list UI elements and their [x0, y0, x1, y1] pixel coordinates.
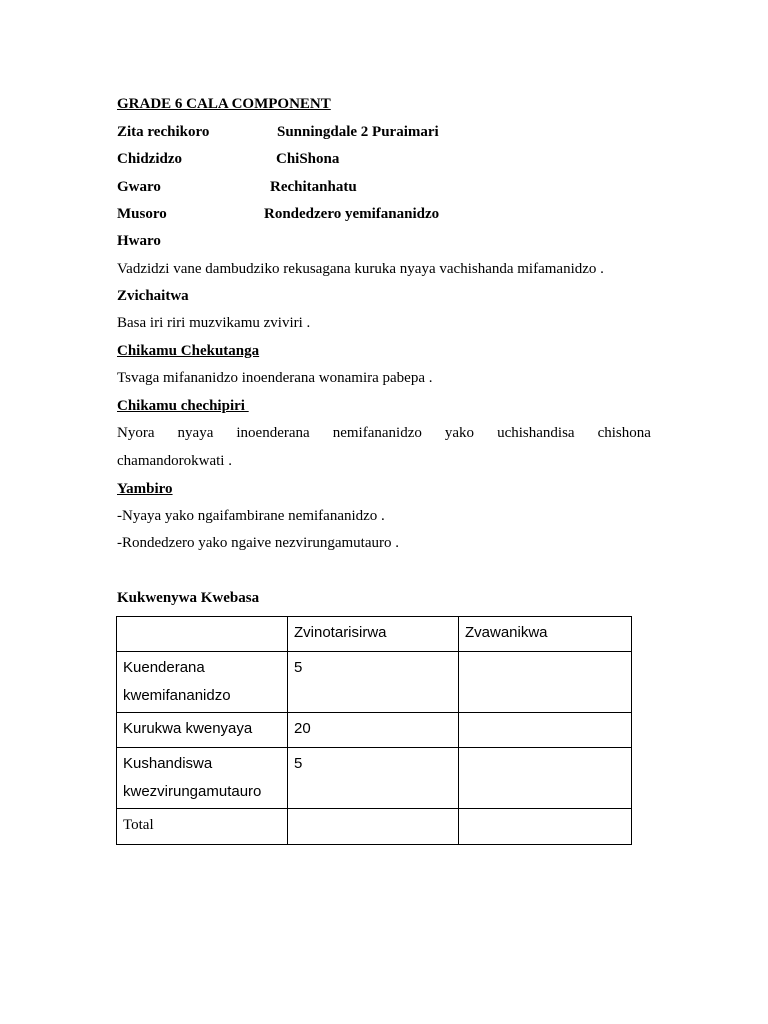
table-header-cell: Zvinotarisirwa: [288, 617, 459, 652]
table-expected-cell: 5: [288, 748, 459, 809]
field-label-grade: Gwaro: [117, 179, 161, 195]
chikamu2-text-line1: [117, 424, 651, 442]
table-header-row: [117, 617, 632, 652]
yambiro-line-2: -Rondedzero yako ngaive nezvirungamutauro .: [117, 535, 399, 551]
marking-table: [116, 616, 632, 845]
chikamu2-word: uchishandisa: [497, 425, 575, 441]
field-label-topic: Musoro: [117, 206, 167, 222]
chikamu2-heading: Chikamu chechipiri: [117, 398, 249, 414]
chikamu2-word: yako: [444, 425, 475, 441]
chikamu1-heading: Chikamu Chekutanga: [117, 343, 260, 359]
table-got-cell: [459, 652, 632, 713]
table-label-line: kwezvirungamutauro: [123, 783, 262, 800]
hwaro-heading: Hwaro: [117, 233, 161, 249]
field-value-topic: Rondedzero yemifananidzo: [264, 206, 440, 222]
chikamu2-word: nyaya: [177, 425, 214, 441]
table-header-cell: Zvawanikwa: [459, 617, 632, 652]
hwaro-text: Vadzidzi vane dambudziko rekusagana kuruka nyaya vachishanda mifamanidzo .: [117, 261, 604, 277]
table-row-label: [117, 748, 288, 809]
field-value-grade: Rechitanhatu: [270, 179, 357, 195]
chikamu2-word: inoenderana: [236, 425, 310, 441]
table-expected-cell: 20: [288, 713, 459, 748]
table-got-cell: [459, 713, 632, 748]
table-row-label: [117, 809, 288, 845]
table-heading: Kukwenywa Kwebasa: [117, 590, 260, 606]
table-label-line: Kushandiswa: [123, 755, 213, 772]
table-row: [117, 809, 632, 845]
table-label-line: Kurukwa kwenyaya: [123, 720, 253, 737]
table-expected-cell: 5: [288, 652, 459, 713]
table-row: [117, 748, 632, 809]
chikamu1-text: Tsvaga mifananidzo inoenderana wonamira pabepa .: [117, 370, 433, 386]
field-label-school: Zita rechikoro: [117, 124, 210, 140]
field-value-subject: ChiShona: [276, 151, 340, 167]
field-value-school: Sunningdale 2 Puraimari: [277, 124, 439, 140]
table-row: [117, 713, 632, 748]
chikamu2-word: nemifananidzo: [332, 425, 422, 441]
zvichaitwa-heading: Zvichaitwa: [117, 288, 189, 304]
table-row-label: [117, 652, 288, 713]
table-row-label: [117, 713, 288, 748]
table-expected-cell: [288, 809, 459, 845]
table-label-line: Total: [123, 817, 154, 833]
zvichaitwa-text: Basa iri riri muzvikamu zviviri .: [117, 315, 311, 331]
table-row: [117, 652, 632, 713]
chikamu2-text-line2: chamandorokwati .: [117, 453, 232, 469]
chikamu2-word: chishona: [597, 425, 651, 441]
yambiro-heading: Yambiro: [117, 481, 173, 497]
field-label-subject: Chidzidzo: [117, 151, 183, 167]
table-got-cell: [459, 809, 632, 845]
chikamu2-word: Nyora: [117, 425, 155, 441]
table-got-cell: [459, 748, 632, 809]
table-header-cell: [117, 617, 288, 652]
table-label-line: kwemifananidzo: [123, 687, 231, 704]
document-title: GRADE 6 CALA COMPONENT: [117, 96, 331, 112]
yambiro-line-1: -Nyaya yako ngaifambirane nemifananidzo .: [117, 508, 385, 524]
table-label-line: Kuenderana: [123, 659, 205, 676]
